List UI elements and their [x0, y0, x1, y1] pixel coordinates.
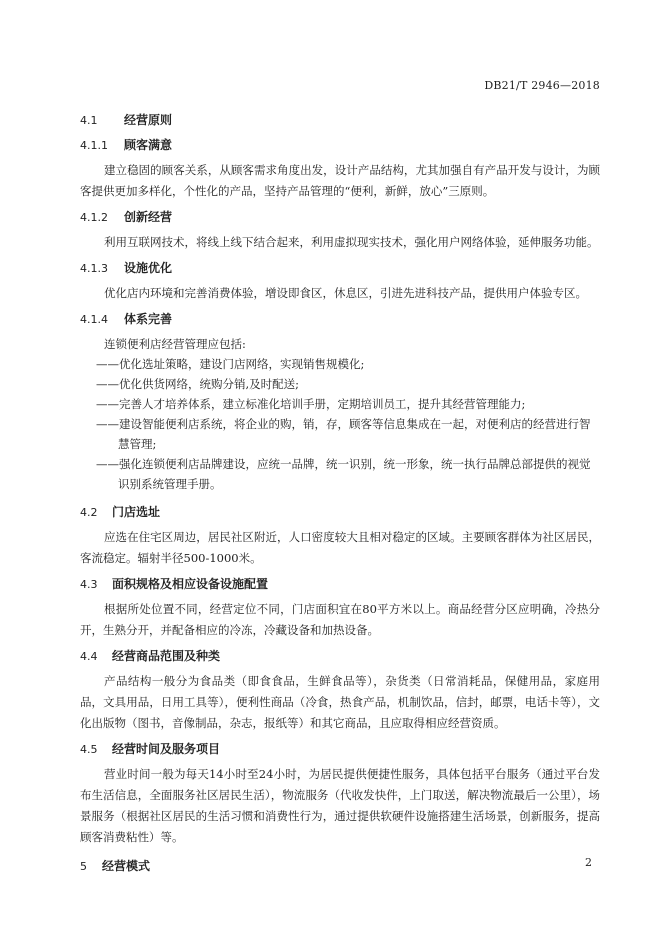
page-number: 2	[585, 856, 592, 869]
heading-4-4: 4.4 经营商品范围及种类	[80, 649, 221, 663]
heading-5: 5 经营模式	[80, 859, 151, 873]
list-item: ——完善人才培养体系，建立标准化培训手册，定期培训员工，提升其经营管理能力;	[96, 397, 526, 411]
list-item: ——优化选址策略，建设门店网络，实现销售规模化;	[96, 357, 365, 371]
paragraph-4-3: 根据所处位置不同，经营定位不同，门店面积宜在80平方米以上。商品经营分区应明确，冷热分开，生熟分开，并配备相应的冷冻，冷藏设备和加热设备。	[80, 602, 600, 637]
heading-4-3: 4.3 面积规格及相应设备设施配置	[80, 577, 269, 591]
paragraph-4-1-2: 利用互联网技术，将线上线下结合起来，利用虚拟现实技术，强化用户网络体验，延伸服务功能。	[104, 235, 599, 249]
heading-4-1-2: 4.1.2 创新经营	[80, 210, 173, 224]
heading-4-1: 4.1 经营原则	[80, 113, 173, 127]
document-body	[80, 100, 600, 876]
paragraph-4-5: 营业时间一般为每天14小时至24小时，为居民提供便捷性服务，具体包括平台服务（通过平台发布生活信息，全面服务社区居民生活），物流服务（代收发快件，上门取送，解决物流最后一公里），场景服务（根据社区居民的生活习惯和消费性行为，通过提供软硬件设施搭建生活场景，创新服务，提高顾客消费粘性）等。	[80, 767, 600, 844]
list-item: ——建设智能便利店系统，将企业的购，销，存，顾客等信息集成在一起，对便利店的经营进行智慧管理;	[96, 417, 591, 451]
heading-4-1-4: 4.1.4 体系完善	[80, 312, 173, 326]
list-item: ——强化连锁便利店品牌建设，应统一品牌，统一识别，统一形象，统一执行品牌总部提供的视觉识别系统管理手册。	[96, 457, 591, 491]
paragraph-4-1-3: 优化店内环境和完善消费体验，增设即食区，休息区，引进先进科技产品，提供用户体验专区。	[104, 286, 587, 300]
paragraph-4-4: 产品结构一般分为食品类（即食食品，生鲜食品等），杂货类（日常消耗品，保健用品，家庭用品，文具用品，日用工具等），便利性商品（冷食，热食产品，机制饮品，信封，邮票，电话卡等），文化出版物（图书，音像制品，杂志，报纸等）和其它商品，且应取得相应经营资质。	[80, 674, 600, 730]
list-intro: 连锁便利店经营管理应包括:	[104, 337, 246, 351]
paragraph-4-1-1: 建立稳固的顾客关系，从顾客需求角度出发，设计产品结构，尤其加强自有产品开发与设计，为顾客提供更加多样化，个性化的产品，坚持产品管理的“便利，新鲜，放心”三原则。	[80, 163, 600, 198]
list-item: ——优化供货网络，统购分销,及时配送;	[96, 377, 300, 391]
heading-4-1-1: 4.1.1 顾客满意	[80, 138, 173, 152]
paragraph-4-2: 应选在住宅区周边，居民社区附近，人口密度较大且相对稳定的区域。主要顾客群体为社区居民，客流稳定。辐射半径500-1000米。	[80, 530, 600, 565]
management-list	[80, 334, 600, 494]
standard-number: DB21/T 2946—2018	[484, 79, 600, 92]
heading-4-2: 4.2 门店选址	[80, 505, 161, 519]
heading-4-1-3: 4.1.3 设施优化	[80, 261, 173, 275]
heading-4-5: 4.5 经营时间及服务项目	[80, 742, 221, 756]
